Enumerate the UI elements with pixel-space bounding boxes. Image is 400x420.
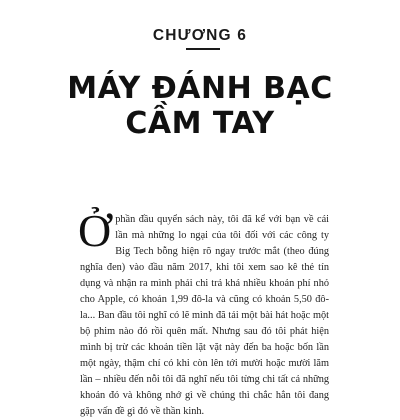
paragraph-text: phần đầu quyển sách này, tôi đã kể với bạn về cái lần mà những lo ngại của tôi đối với các công ty Big Tech bỗng hiện rõ ngay trước mắt (theo đúng nghĩa đen) vào đầu năm 2017, khi tôi xem sao kê thẻ tín dụng và nhận ra mình phải chi trả khá nhiều khoản phí nhỏ cho Apple, có khoản 1,99 đô-la và cũng có khoản 5,50 đô-la... Ban đầu tôi nghĩ có lẽ mình đã tải một bài hát hoặc một bộ phim nào đó rồi quên mất. Nhưng sau đó tôi phát hiện mình bị trừ các khoản tiền lặt vặt này đến ba hoặc bốn lần một ngày, thậm chí có khi còn lên tới mười hoặc mười lăm lần – nhiều đến nỗi tôi đã nghĩ nếu tôi từng chi tất cả những khoản đó và không nhớ gì về chúng thì chắc hẳn tôi đang gặp vấn đề gì đó về thần kinh. [80,214,329,417]
chapter-title-line-1: MÁY ĐÁNH BẠC [67,71,333,106]
body-paragraph [78,205,329,420]
drop-cap: Ở [78,205,112,256]
chapter-title [0,71,400,141]
chapter-divider [186,48,220,50]
chapter-title-line-2: CẦM TAY [125,106,275,141]
chapter-label: CHƯƠNG 6 [152,27,248,44]
